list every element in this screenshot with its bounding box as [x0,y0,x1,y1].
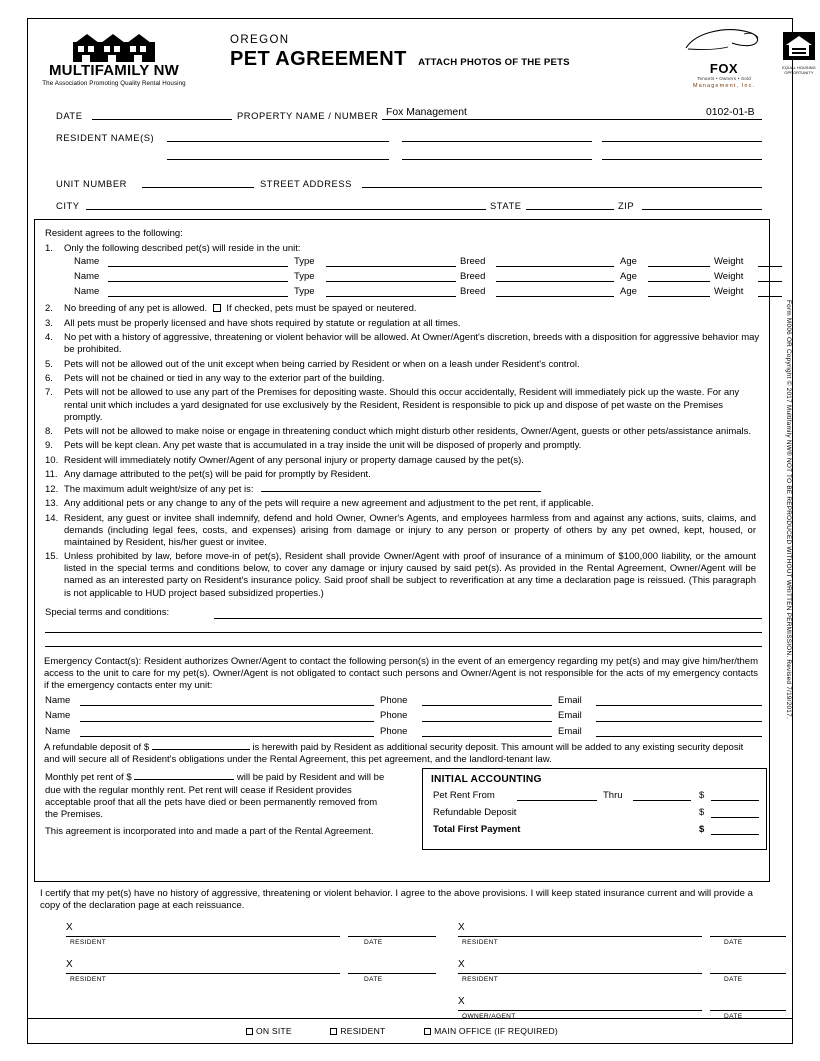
unit-number-input[interactable] [142,187,254,188]
property-value: Fox Management [386,107,467,118]
pet-breed-label: Breed [460,271,486,283]
resident-checkbox[interactable] [330,1028,337,1035]
pet-age-label: Age [620,271,637,283]
pet-age-label: Age [620,256,637,268]
state-label: OREGON [230,34,290,46]
term-number: 3. [45,317,53,329]
property-label: PROPERTY NAME / NUMBER [237,110,379,121]
term-text: Resident, any guest or invitee shall indemnify, defend and hold Owner, Owner's Agents, and employees harmless from and against any actions, suits, claims, and demands (including legal fees, costs, and expenses) arising from damage or injury to any person or property of others by any pet owned, kept, housed, or maintained by Resident, his/her guest or invitee. [64,512,756,548]
emergency-name-input-3[interactable] [80,736,374,737]
deposit-text-b: is herewith paid by Resident as additional security deposit. This amount will be added to any existing security deposit and will secure all of Resident's obligations under the Rental Agreement, this pet agreement, and the landlord-tenant law. [44,742,744,766]
emergency-phone-label: Phone [380,710,408,722]
term-6 [44,373,760,385]
pet-rent-from-input[interactable] [517,800,597,801]
resident-date-1[interactable] [348,936,436,937]
term-text: Only the following described pet(s) will reside in the unit: [64,243,301,255]
initial-accounting-box [422,768,767,850]
term-text: Pets will not be allowed out of the unit except when being carried by Resident or when on a leash under Resident's control. [64,358,580,370]
signature-row-1 [34,922,786,959]
pet-weight-label: Weight [714,271,744,283]
signature-x-3: X [66,959,73,970]
term-10 [44,455,760,467]
emergency-name-input-2[interactable] [80,721,374,722]
fox-name: FOX [709,61,739,76]
accounting-row-deposit [431,804,758,821]
emergency-name-label: Name [45,725,71,737]
term-11 [44,469,760,481]
refundable-deposit-section [44,742,760,766]
emergency-phone-label: Phone [380,694,408,706]
pet-breed-label: Breed [460,256,486,268]
fox-management-logo [682,26,766,89]
pet-weight-label: Weight [714,256,744,268]
resident-name-input-3[interactable] [602,141,762,142]
special-terms-label: Special terms and conditions: [45,606,170,618]
term-text: The maximum adult weight/size of any pet is: [64,483,254,495]
copyright-side-note: Form M006 OR Copyright © 2017 Multifamily NW® NOT TO BE REPRODUCED WITHOUT WRITTEN PERMISSION. Revised 7/19/2017. [785,300,792,719]
state-label-field: STATE [490,199,522,211]
pet-row-1 [64,255,760,270]
term-number: 4. [45,332,53,344]
zip-input[interactable] [642,209,762,210]
term-5 [44,359,760,371]
city-input[interactable] [86,209,486,210]
term-number: 8. [45,426,53,438]
emergency-text: Emergency Contact(s): Resident authorizes Owner/Agent to contact the following person(s) in the event of an emergency regarding my pet(s) and may give him/her/them access to the unit to care for my pet(s). Owner/Agent is not obligated to contact such persons and Owner/Agent is not responsible for the acts of my emergency contacts if the emergency contacts enter my unit: [44,655,758,691]
pet-age-input-3[interactable] [648,296,710,297]
field-row-date-property [34,104,786,126]
term-15 [44,551,760,599]
footer-item-resident[interactable] [330,1026,385,1036]
pet-type-input-1[interactable] [326,266,456,267]
resident-caption-3: RESIDENT [70,976,107,983]
term-number: 5. [45,358,53,370]
form-title-block [230,34,570,71]
special-terms-input-2[interactable] [45,632,762,633]
deposit-amount-input[interactable] [152,749,250,750]
term-9 [44,440,760,452]
resident-signature-2[interactable] [458,936,702,937]
signature-x-5: X [458,996,465,1007]
emergency-email-input-2[interactable] [596,721,762,722]
pet-name-label: Name [74,286,100,298]
house-equal-icon [783,32,815,60]
street-address-label: STREET ADDRESS [260,178,352,189]
pet-breed-input-3[interactable] [496,296,614,297]
resident-label: RESIDENT [340,1026,386,1036]
footer-divider [28,1018,792,1019]
emergency-row-1 [44,694,760,710]
emergency-email-input-3[interactable] [596,736,762,737]
emergency-email-label: Email [558,710,582,722]
total-first-payment-label: Total First Payment [433,824,521,836]
emergency-email-label: Email [558,694,582,706]
fox-tagline-1: Tenants • Owners • Sold [696,76,752,81]
agreement-body [34,219,770,882]
pet-rent-thru-input[interactable] [633,800,691,801]
term-number: 11. [45,469,58,481]
multifamily-nw-logo [34,32,194,87]
pet-breed-input-1[interactable] [496,266,614,267]
pet-age-input-1[interactable] [648,266,710,267]
pet-type-input-2[interactable] [326,281,456,282]
fox-swoosh-icon [682,26,766,56]
term-text-b: If checked, pets must be spayed or neutered. [226,303,417,315]
emergency-name-input-1[interactable] [80,705,374,706]
refundable-deposit-label: Refundable Deposit [433,807,517,819]
form-number: 0102-01-B [706,107,755,118]
term-14 [44,513,760,549]
street-address-input[interactable] [362,187,762,188]
emergency-phone-input-3[interactable] [422,736,552,737]
pet-breed-input-2[interactable] [496,281,614,282]
date-caption-3: DATE [364,976,383,983]
term-7 [44,387,760,423]
on-site-checkbox[interactable] [246,1028,253,1035]
emergency-phone-input-1[interactable] [422,705,552,706]
term-2 [44,303,760,315]
term-number: 15. [45,551,59,563]
term-4 [44,332,760,356]
term-number: 7. [45,387,53,399]
spay-neuter-checkbox[interactable] [213,304,221,312]
city-label: CITY [56,199,80,211]
max-weight-input[interactable] [261,491,541,492]
term-text: No pet with a history of aggressive, threatening or violent behavior will be allowed. At Owner/Agent's discretion, breeds with a disposition for aggressive behavior may be prohibited. [64,332,760,356]
deposit-amount-prefix: $ [699,807,705,819]
term-3 [44,318,760,330]
emergency-contacts-section [44,656,760,741]
emergency-row-2 [44,709,760,725]
emergency-name-label: Name [45,694,71,706]
main-office-label: MAIN OFFICE (IF REQUIRED) [434,1026,558,1036]
date-caption-5: DATE [724,1013,743,1020]
form-fields [34,104,786,215]
term-13 [44,498,760,510]
term-text: Pets will not be allowed to use any part of the Premises for depositing waste. Should this occur accidentally, Resident will immediately pick up the waste. For any rental unit which includes a yard designated for use exclusively by the Resident, Resident is responsible to pick up and dispose of pet waste on the Premises promptly. [64,387,740,423]
houses-icon [73,32,155,62]
field-row-resident-names [34,126,786,148]
main-office-checkbox[interactable] [424,1028,431,1035]
footer-item-main-office[interactable] [424,1026,558,1036]
term-text: Pets will not be chained or tied in any way to the exterior part of the building. [64,373,385,384]
pet-age-label: Age [620,286,637,298]
emergency-email-input-1[interactable] [596,705,762,706]
signature-row-2 [34,959,786,996]
term-text: Unless prohibited by law, before move-in of pet(s), Resident shall provide Owner/Agent with proof of insurance of a minimum of $100,000 liability, or the amount listed in the special terms and conditions below, to cover any damage or injury caused by said pet(s). As provided in the Rental Agreement, Owner/Agent will be named as an interested party on Resident's insurance policy. Said proof shall be subject to reverification at any time a declaration page is reissued. (This paragraph is not applicable to HUD project based subsidized properties.) [64,551,756,599]
signature-x-1: X [66,922,73,933]
emergency-phone-label: Phone [380,725,408,737]
certification-text: I certify that my pet(s) have no history of aggressive, threatening or violent behavior. I agree to the above provisions. I will keep stated insurance current and will provide a copy of the declaration page at each reissuance. [40,888,753,912]
distribution-footer [34,1026,770,1036]
emergency-name-label: Name [45,710,71,722]
pet-type-label: Type [294,256,315,268]
emergency-row-3 [44,725,760,741]
pet-name-input-3[interactable] [108,296,288,297]
owner-agent-date[interactable] [710,1010,786,1011]
resident-name-input-6[interactable] [602,159,762,160]
term-number: 1. [45,243,53,255]
date-caption-2: DATE [724,939,743,946]
special-terms-input-1[interactable] [214,618,762,619]
resident-name-input-5[interactable] [402,159,592,160]
monthly-rent-input[interactable] [134,779,234,780]
term-number: 14. [45,512,59,524]
signature-x-4: X [458,959,465,970]
monthly-pet-rent-section [45,772,385,838]
term-text-a: No breeding of any pet is allowed. [64,303,208,315]
resident-caption-1: RESIDENT [70,939,107,946]
pet-breed-label: Breed [460,286,486,298]
pet-rent-from-label: Pet Rent From [433,790,495,802]
resident-caption-4: RESIDENT [462,976,499,983]
term-number: 2. [45,303,53,315]
monthly-and-accounting [44,772,760,860]
term-text: All pets must be properly licensed and have shots required by statute or regulation at all times. [64,317,461,329]
eho-label: EQUAL HOUSING OPPORTUNITY [782,65,816,75]
terms-list [44,243,760,600]
pet-weight-input-2[interactable] [758,281,782,282]
resident-name-input-1[interactable] [167,141,389,142]
signature-section [34,922,786,1033]
pet-name-input-1[interactable] [108,266,288,267]
resident-date-3[interactable] [348,973,436,974]
owner-agent-caption: OWNER/AGENT [462,1013,516,1020]
deposit-text-a: A refundable deposit of $ [44,742,150,754]
term-12 [44,484,760,496]
deposit-amount-field[interactable] [711,817,759,818]
resident-name-input-4[interactable] [167,159,389,160]
field-row-resident-names-2 [34,147,786,172]
date-caption-4: DATE [724,976,743,983]
term-number: 6. [45,373,53,384]
zip-label: ZIP [618,199,635,211]
footer-item-on-site[interactable] [246,1026,292,1036]
resident-date-2[interactable] [710,936,786,937]
resident-signature-3[interactable] [66,973,340,974]
resident-names-label: RESIDENT NAME(S) [56,131,155,143]
special-terms-section [44,607,760,649]
term-1 [44,243,760,300]
unit-number-label: UNIT NUMBER [56,178,127,189]
intro-text: Resident agrees to the following: [45,228,183,239]
term-text: Any damage attributed to the pet(s) will be paid for promptly by Resident. [64,469,371,481]
date-input[interactable] [92,119,232,120]
pet-row-2 [64,270,760,285]
term-text: Pets will not be allowed to make noise or engage in threatening conduct which might disturb other residents, Owner/Agent, guests or other pets/assistance animals. [64,426,752,438]
accounting-title: INITIAL ACCOUNTING [431,774,542,786]
pet-weight-input-1[interactable] [758,266,782,267]
page-subtitle: ATTACH PHOTOS OF THE PETS [418,57,570,68]
property-input[interactable] [382,119,762,120]
emergency-email-label: Email [558,725,582,737]
resident-date-4[interactable] [710,973,786,974]
accounting-row-pet-rent [431,787,758,804]
accounting-row-total [431,821,758,838]
pet-type-label: Type [294,271,315,283]
pet-name-input-2[interactable] [108,281,288,282]
signature-x-2: X [458,922,465,933]
term-number: 10. [45,454,59,466]
fox-company: Management, Inc. [692,83,756,89]
pet-type-label: Type [294,286,315,298]
date-caption-1: DATE [364,939,383,946]
total-amount-field[interactable] [711,834,759,835]
date-label: DATE [56,110,83,121]
monthly-text-c: This agreement is incorporated into and made a part of the Rental Agreement. [45,825,374,837]
pet-weight-label: Weight [714,286,744,298]
term-number: 9. [45,440,53,452]
pet-rent-amount-input[interactable] [711,800,759,801]
page-title: PET AGREEMENT [230,48,407,70]
term-text: Any additional pets or any change to any of the pets will require a new agreement and adjustment to the pet rent, if applicable. [64,498,594,510]
term-text: Pets will be kept clean. Any pet waste that is accumulated in a tray inside the unit will be disposed of properly and promptly. [64,440,582,452]
pet-row-3 [64,285,760,300]
logo-tagline: The Association Promoting Quality Rental Housing [42,79,186,87]
pet-age-input-2[interactable] [648,281,710,282]
equal-housing-logo [776,32,820,76]
logo-name: MULTIFAMILY NW [48,62,179,79]
form-header [34,26,816,98]
owner-agent-signature[interactable] [458,1010,702,1011]
term-number: 13. [45,498,59,510]
state-input[interactable] [526,209,614,210]
field-row-city-state-zip [34,194,786,216]
resident-caption-2: RESIDENT [462,939,499,946]
pet-name-label: Name [74,256,100,268]
term-number: 12. [45,483,59,495]
field-row-unit-street [34,172,786,194]
resident-signature-4[interactable] [458,973,702,974]
pet-rent-amount-prefix: $ [699,790,705,802]
resident-signature-1[interactable] [66,936,340,937]
term-8 [44,426,760,438]
pet-name-label: Name [74,271,100,283]
monthly-text-b: will be paid by Resident and will be due with the regular monthly rent. Pet rent will cease if Resident provides acceptable proof that all the pets have died or been permanently removed from the Premises. [45,772,385,821]
pet-weight-input-3[interactable] [758,296,782,297]
emergency-phone-input-2[interactable] [422,721,552,722]
monthly-text-a: Monthly pet rent of $ [45,772,132,784]
on-site-label: ON SITE [256,1026,292,1036]
special-terms-input-3[interactable] [45,646,762,647]
term-text: Resident will immediately notify Owner/Agent of any personal injury or property damage caused by the pet(s). [64,454,524,466]
pet-type-input-3[interactable] [326,296,456,297]
resident-name-input-2[interactable] [402,141,592,142]
pet-rent-thru-label: Thru [603,790,623,802]
total-amount-prefix: $ [699,824,705,836]
